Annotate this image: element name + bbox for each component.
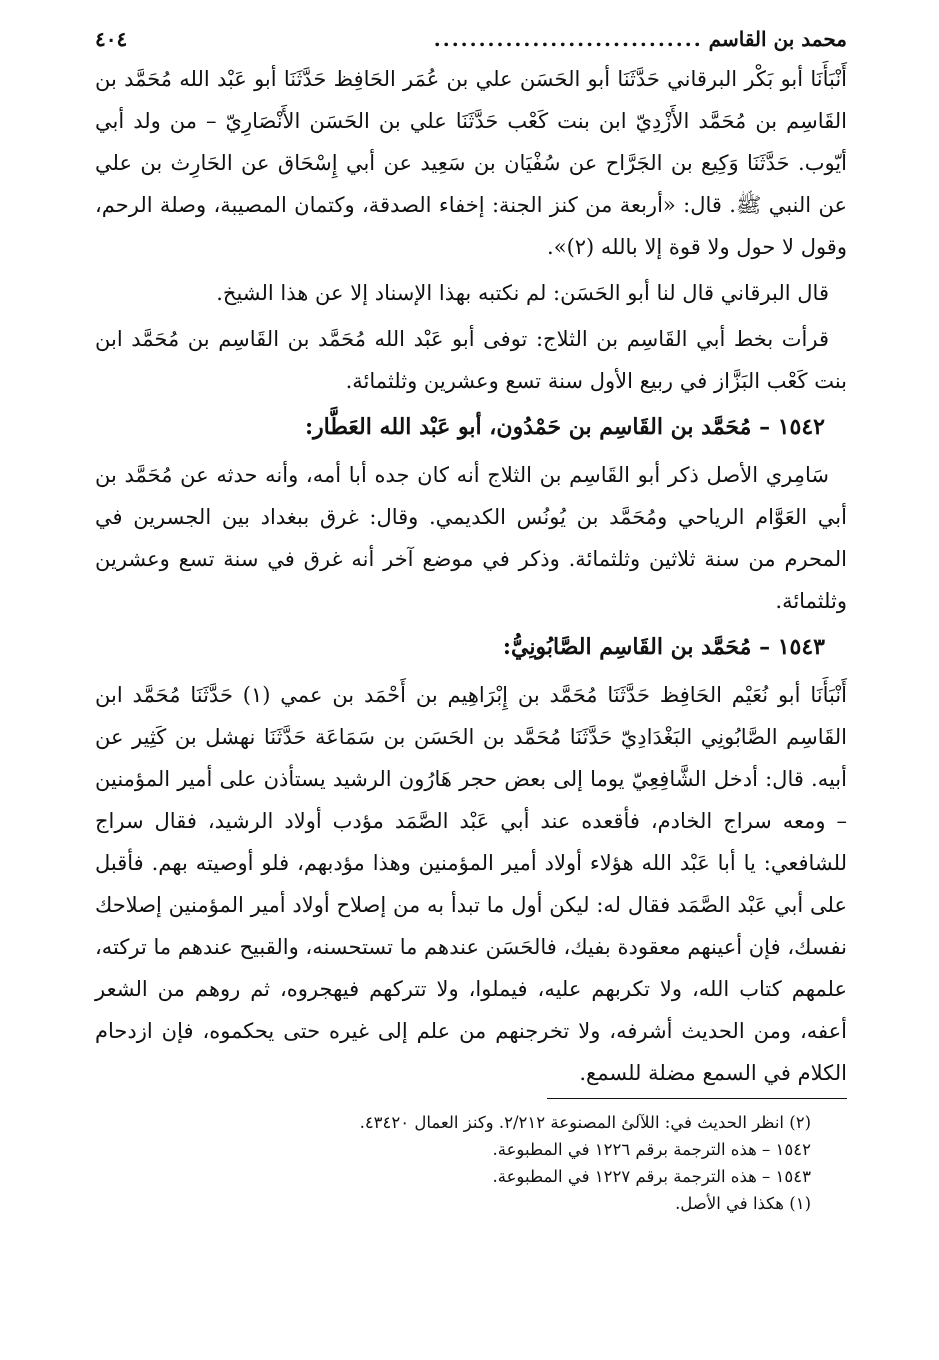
footnote-2: (٢) انظر الحديث في: اللآلئ المصنوعة ٢/٢١٢. وكنز العمال ٤٣٤٢٠. [359, 1113, 811, 1132]
header-dots: .............................. [433, 27, 703, 51]
footnote-separator [547, 1098, 847, 1099]
paragraph-entry-1542: سَامِري الأصل ذكر أبو القَاسِم بن الثلاج أنه كان جده أبا أمه، وأنه حدثه عن مُحَمَّد بن أبي العَوَّام الرياحي ومُحَمَّد بن يُونُس الكديمي. وقال: غرق ببغداد بين الجسرين في المحرم من سنة ثلاثين وثلثمائة. وذكر في موضع آخر أنه غرق في سنة تسع وعشرين وثلثمائة. [95, 463, 847, 613]
footnote-1542: ١٥٤٢ – هذه الترجمة برقم ١٢٢٦ في المطبوعة. [492, 1140, 811, 1159]
paragraph-death-date: قرأت بخط أبي القَاسِم بن الثلاج: توفى أبو عَبْد الله مُحَمَّد بن القَاسِم بن مُحَمَّد ابن بنت كَعْب البَزَّاز في ربيع الأول سنة تسع وعشرين وثلثمائة. [95, 327, 847, 393]
running-title: محمد بن القاسم [708, 27, 847, 51]
paragraph-barqani: قال البرقاني قال لنا أبو الحَسَن: لم نكتبه بهذا الإسناد إلا عن هذا الشيخ. [216, 281, 829, 305]
footnote-1: (١) هكذا في الأصل. [675, 1194, 811, 1213]
paragraph-entry-1543: أَنْبَأَنَا أبو نُعَيْم الحَافِظ حَدَّثَنَا مُحَمَّد بن إِبْرَاهِيم بن أَحْمَد بن عمي (١) حَدَّثَنَا مُحَمَّد ابن القَاسِم الصَّابُونِي البَغْدَادِيّ حَدَّثَنَا مُحَمَّد بن الحَسَن بن سَمَاعَة حَدَّثَنَا نهشل بن كَثِير عن أبيه. قال: أدخل الشَّافِعِيّ يوما إلى بعض حجر هَارُون الرشيد يستأذن على أمير المؤمنين – ومعه سراج الخادم، فأقعده عند أبي عَبْد الصَّمَد مؤدب أولاد الرشيد، فقال سراج للشافعي: يا أبا عَبْد الله هؤلاء أولاد أمير المؤمنين وهذا مؤدبهم، فلو أوصيته بهم. فأقبل على أبي عَبْد الصَّمَد فقال له: ليكن أول ما تبدأ به من إصلاح أولاد أمير المؤمنين إصلاحك نفسك، فإن أعينهم معقودة بفيك، فالحَسَن عندهم ما تستحسنه، والقبيح عندهم ما تركته، علمهم كتاب الله، ولا تكربهم عليه، فيملوا، ولا تتركهم فيهجروه، ثم روهم من الشعر أعفه، ومن الحديث أشرفه، ولا تخرجنهم من علم إلى غيره حتى يحكموه، فإن ازدحام الكلام في السمع مضلة للسمع. [95, 683, 847, 1085]
paragraph-hadith: أَنْبَأَنَا أبو بَكْر البرقاني حَدَّثَنَا أبو الحَسَن علي بن عُمَر الحَافِظ حَدَّثَنَا أبو عَبْد الله مُحَمَّد بن القَاسِم بن مُحَمَّد الأَزْدِيّ ابن بنت كَعْب حَدَّثَنَا علي بن الحَسَن الأَنْصَارِيّ – من ولد أبي أيّوب. حَدَّثَنَا وَكِيع بن الجَرَّاح عن سُفْيَان بن سَعِيد عن أبي إِسْحَاق عن الحَارِث بن علي عن النبي ﷺ. قال: «أربعة من كنز الجنة: إخفاء الصدقة، وكتمان المصيبة، وصلة الرحم، وقول لا حول ولا قوة إلا بالله (٢)». [95, 67, 847, 259]
book-page [95, 24, 847, 1217]
entry-heading-1543: ١٥٤٣ – مُحَمَّد بن القَاسِم الصَّابُونِيُّ: [502, 634, 825, 660]
footnotes [95, 1109, 847, 1217]
footnote-1543: ١٥٤٣ – هذه الترجمة برقم ١٢٢٧ في المطبوعة. [492, 1167, 811, 1186]
page-number: ٤٠٤ [95, 27, 128, 51]
page-header [95, 24, 847, 58]
entry-heading-1542: ١٥٤٢ – مُحَمَّد بن القَاسِم بن حَمْدُون، أبو عَبْد الله العَطَّار: [304, 414, 825, 440]
